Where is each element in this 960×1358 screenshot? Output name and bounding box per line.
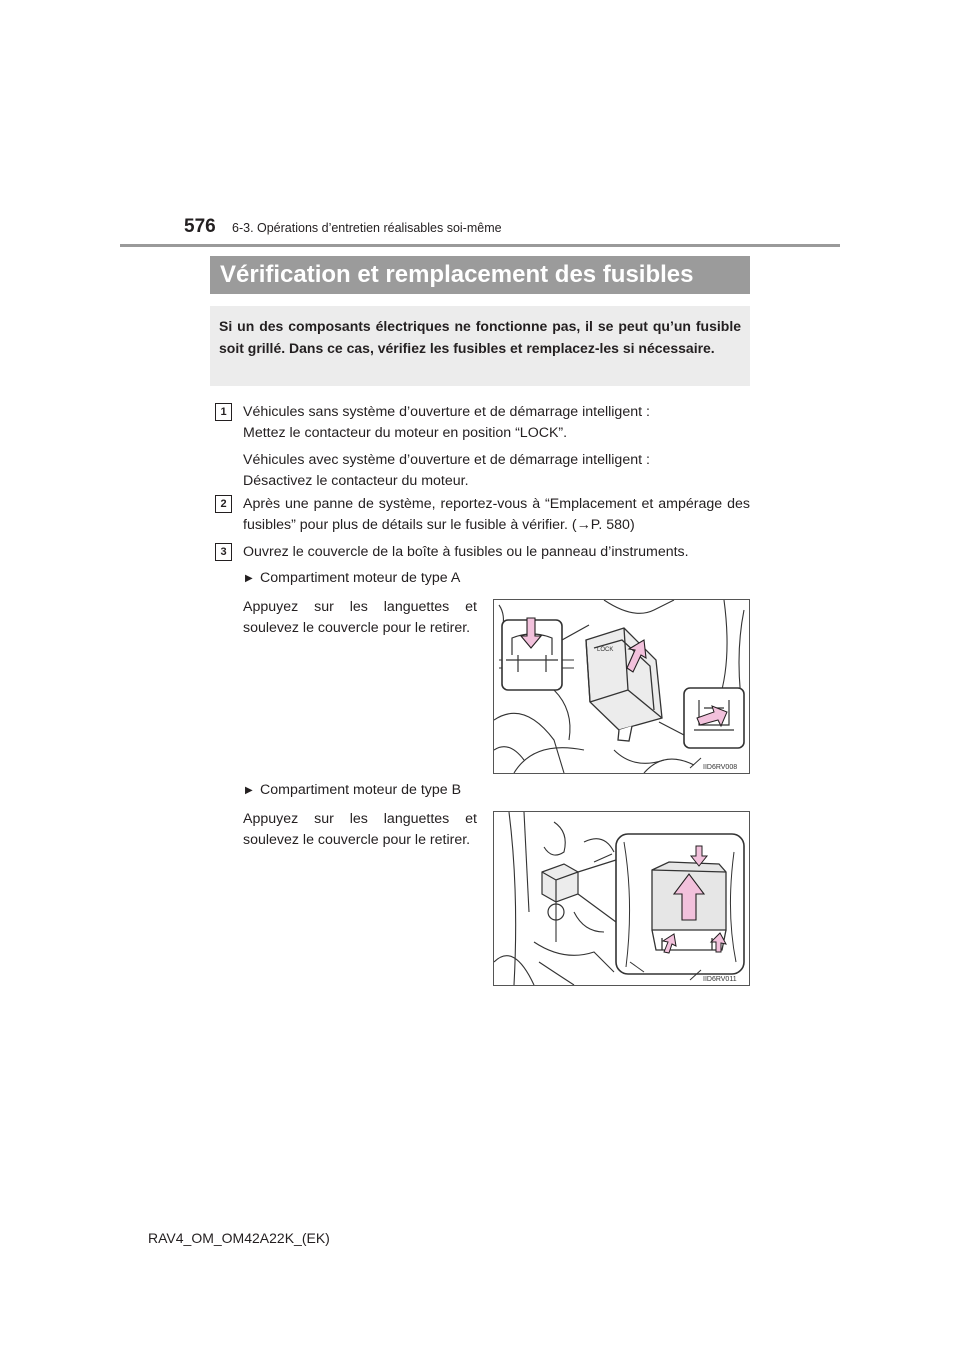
header-rule — [120, 244, 840, 247]
step-number-2: 2 — [215, 495, 232, 513]
step-number-3: 3 — [215, 543, 232, 561]
fuse-box-type-a-illustration — [494, 600, 749, 773]
fuse-box-lock-label: LOCK — [597, 647, 614, 653]
bullet-arrow-icon: ▶ — [245, 785, 253, 796]
intro-text: Si un des composants électriques ne fonctionne pas, il se peut qu’un fusible soit grillé. Dans ce cas, vérifiez les fusibles et remplacez-les si nécessaire. — [219, 318, 741, 356]
section-reference: 6-3. Opérations d’entretien réalisables soi-même — [232, 221, 502, 235]
type-a-instruction: Appuyez sur les languettes et soulevez le couvercle pour le retirer. — [243, 599, 477, 636]
figure-type-b — [493, 811, 750, 986]
step-1-line-3: Véhicules avec système d’ouverture et de démarrage intelligent : — [243, 452, 650, 468]
step-2-text: Après une panne de système, reportez-vous à “Emplacement et ampérage des fusibles” pour plus de détails sur le fusible à vérifier. (→P. 580) — [243, 496, 750, 533]
figure-type-a — [493, 599, 750, 774]
footer-document-code: RAV4_OM_OM42A22K_(EK) — [148, 1230, 330, 1246]
intro-box — [210, 306, 750, 386]
step-1-line-2: Mettez le contacteur du moteur en position “LOCK”. — [243, 425, 568, 441]
bullet-arrow-icon: ▶ — [245, 573, 253, 584]
step-1-line-4: Désactivez le contacteur du moteur. — [243, 473, 469, 489]
step-3-text: Ouvrez le couvercle de la boîte à fusibles ou le panneau d’instruments. — [243, 544, 689, 560]
page-number: 576 — [184, 216, 216, 237]
type-b-instruction: Appuyez sur les languettes et soulevez le couvercle pour le retirer. — [243, 811, 477, 848]
step-1-line-1: Véhicules sans système d’ouverture et de démarrage intelligent : — [243, 404, 650, 420]
fuse-box-type-b-illustration — [494, 812, 749, 985]
type-b-heading: Compartiment moteur de type B — [260, 782, 462, 798]
figure-code-b: IID6RV011 — [703, 976, 737, 983]
type-a-heading: Compartiment moteur de type A — [260, 570, 461, 586]
figure-code-a: IID6RV008 — [703, 764, 738, 771]
page-title: Vérification et remplacement des fusibles — [210, 256, 750, 294]
step-number-1: 1 — [215, 403, 232, 421]
